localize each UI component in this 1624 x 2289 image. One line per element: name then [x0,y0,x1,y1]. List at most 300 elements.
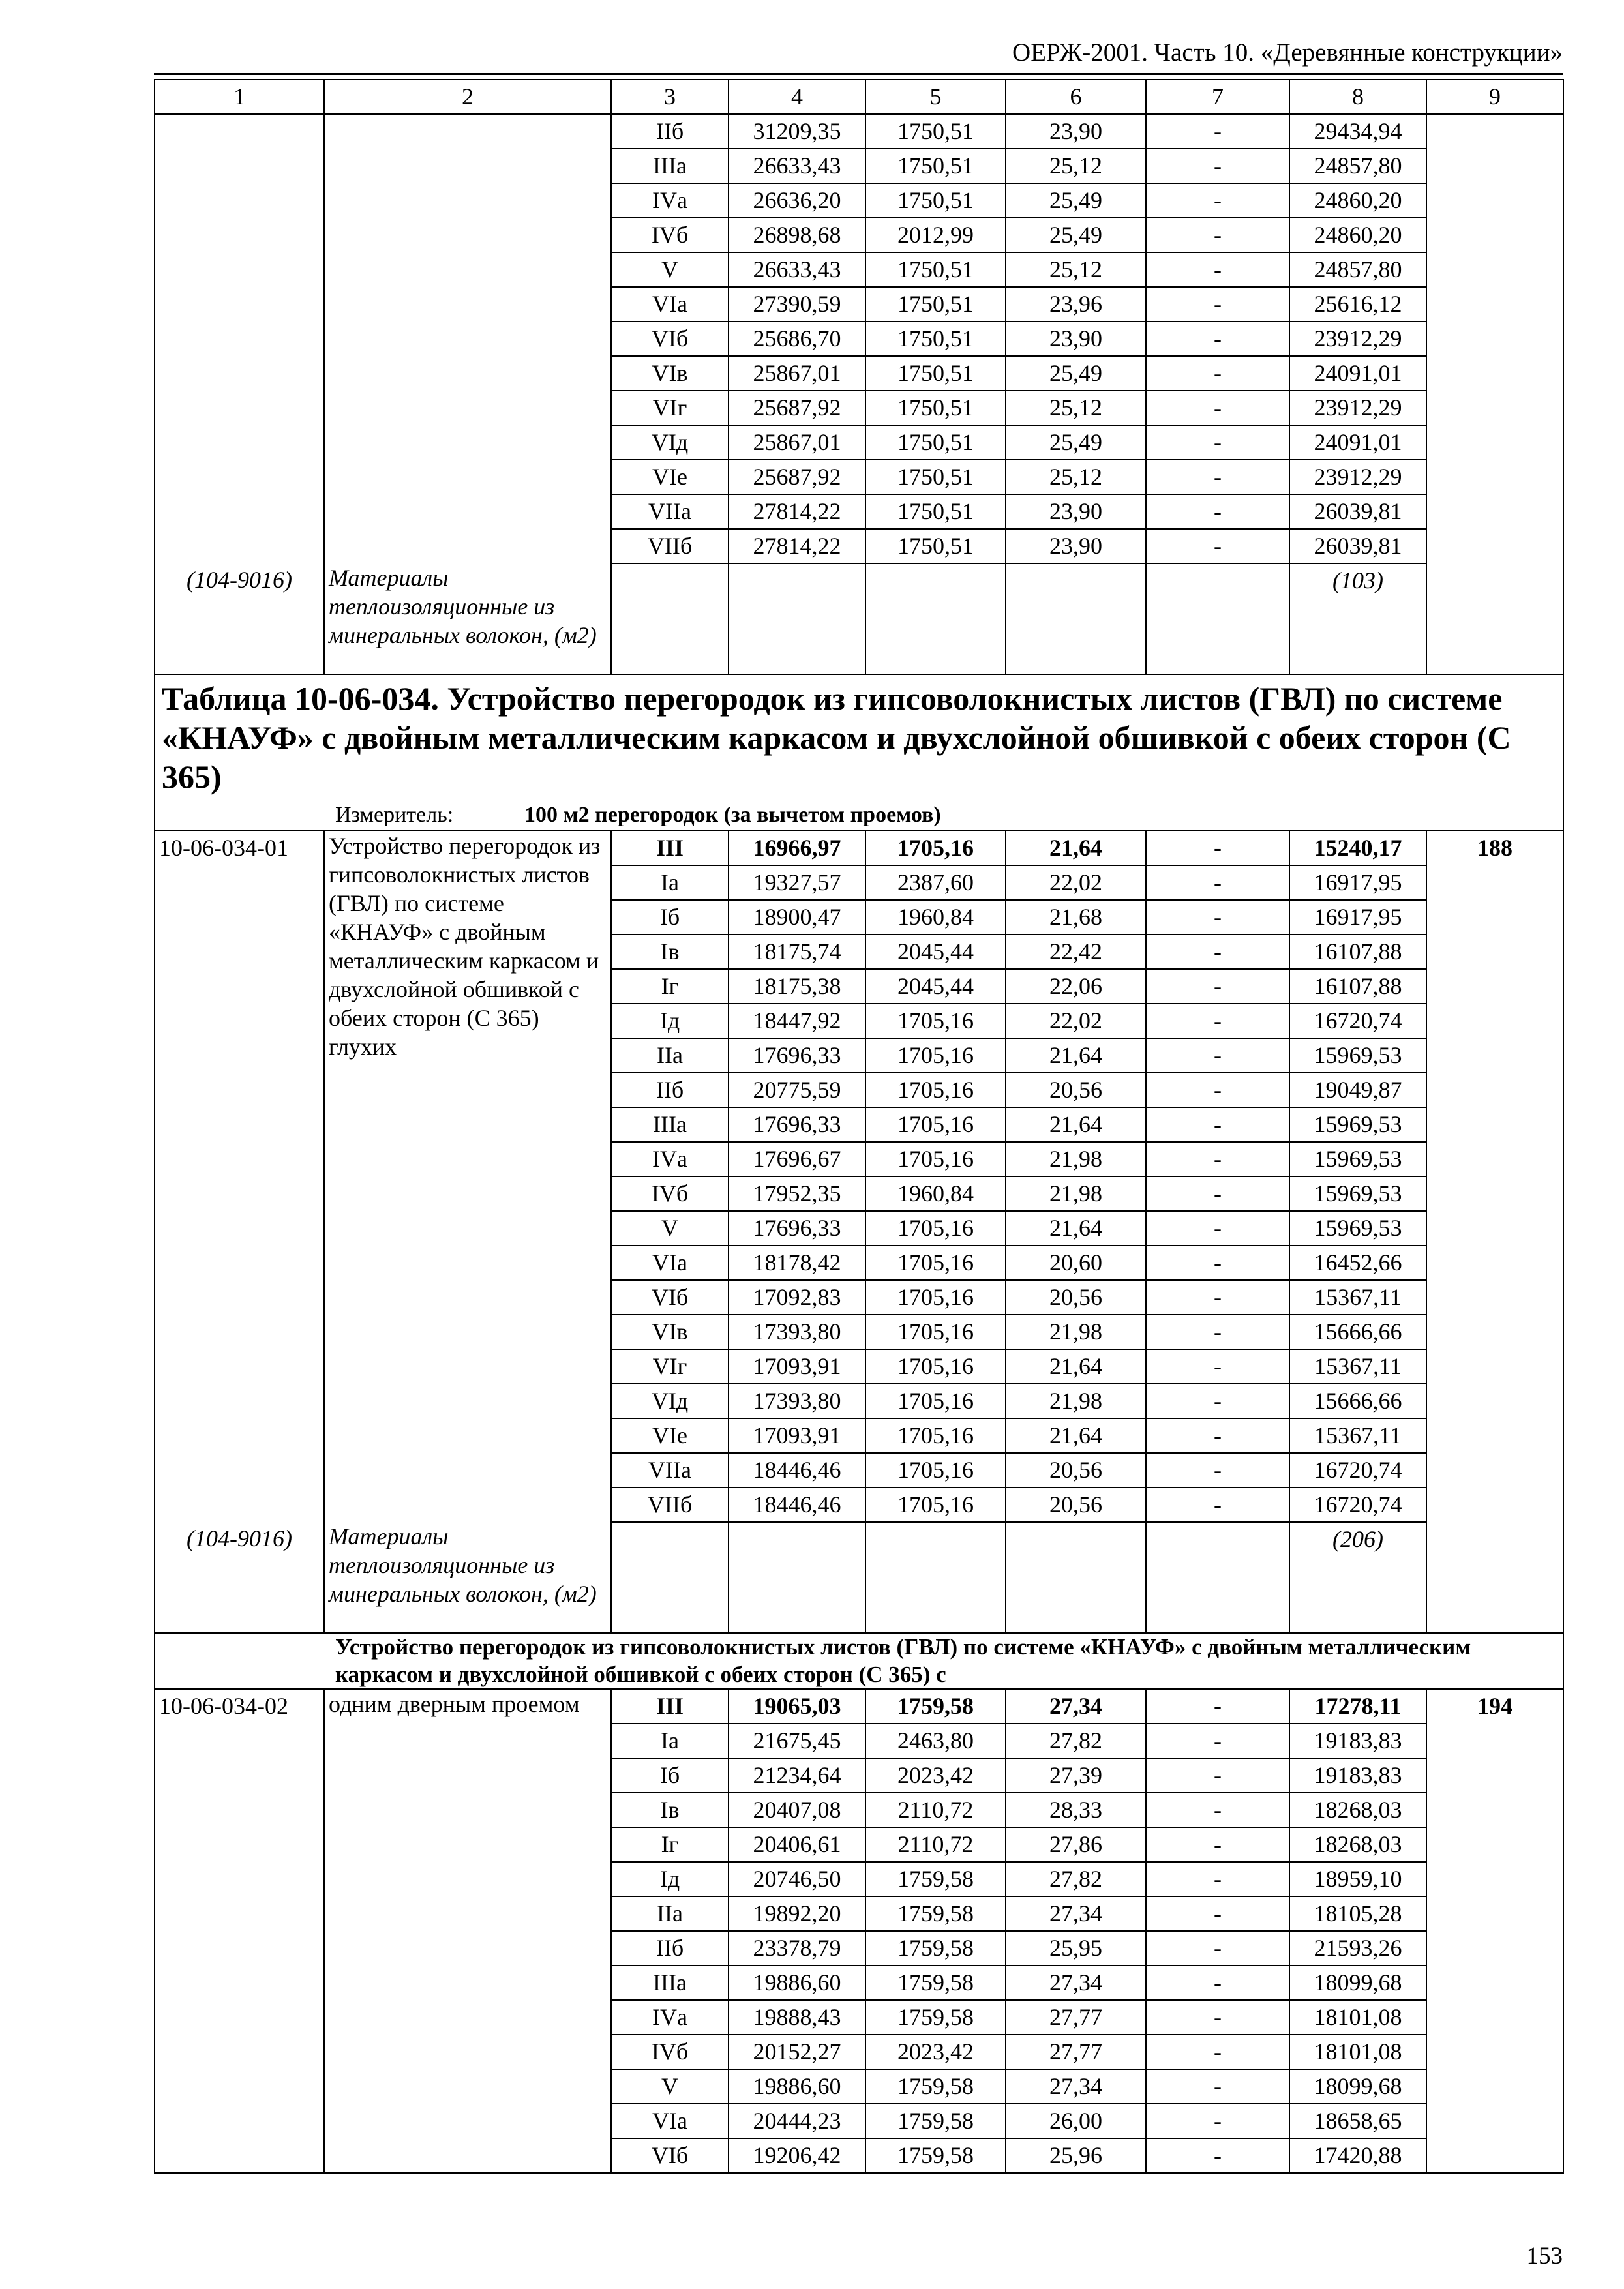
table-cell: 21,68 [1006,900,1146,935]
column-number: 7 [1146,80,1289,114]
table-cell: V [611,2069,729,2104]
table-cell: 22,02 [1006,1004,1146,1038]
table-cell: - [1146,1073,1289,1107]
table-cell: 1750,51 [865,322,1006,356]
table-cell: 1759,58 [865,2138,1006,2173]
table-cell: - [1146,218,1289,252]
column-number: 6 [1006,80,1146,114]
table-cell: 19886,60 [729,2069,865,2104]
table-cell: 24091,01 [1289,356,1426,391]
table-cell: Iд [611,1862,729,1896]
table-cell: 19892,20 [729,1896,865,1931]
norm-number: 188 [1426,831,1563,1522]
table-cell: - [1146,149,1289,183]
table-cell: IIб [611,1073,729,1107]
table-cell: 17696,33 [729,1107,865,1142]
table-cell: 18447,92 [729,1004,865,1038]
table-cell: - [1146,1280,1289,1315]
table-cell: - [1146,1418,1289,1453]
material-name: Материалы теплоизоляционные из минеральных волокон, (м2) [324,563,611,674]
table-cell: - [1146,865,1289,900]
table-cell: - [1146,1689,1289,1724]
table-cell: 17393,80 [729,1315,865,1349]
table-cell: 2023,42 [865,1758,1006,1793]
row-description: одним дверным проемом [324,1689,611,2173]
table-cell: 21,98 [1006,1384,1146,1418]
table-cell: VIг [611,391,729,425]
table-cell: VIIб [611,529,729,563]
table-cell: 17696,33 [729,1211,865,1246]
table-cell: 1705,16 [865,831,1006,865]
table-cell: 22,42 [1006,935,1146,969]
table-cell: 21,64 [1006,1349,1146,1384]
column-number: 5 [865,80,1006,114]
material-code: (104-9016) [155,1522,324,1633]
table-cell: 22,06 [1006,969,1146,1004]
table-cell: - [1146,2000,1289,2035]
table-cell: 21,64 [1006,1211,1146,1246]
column-number: 9 [1426,80,1563,114]
table-cell: 1705,16 [865,1073,1006,1107]
table-cell: IVб [611,218,729,252]
table-title: Таблица 10-06-034. Устройство перегородок из гипсоволокнистых листов (ГВЛ) по системе «КНАУФ» с двойным металлическим каркасом и двухслойной обшивкой с обеих сторон (С 365) [162,680,1511,795]
table-cell: IIа [611,1038,729,1073]
table-cell: 23,90 [1006,114,1146,149]
row-code: 10-06-034-02 [155,1689,324,2173]
table-cell: 18446,46 [729,1453,865,1488]
table-title-row [155,674,1563,831]
table-cell: VIа [611,287,729,322]
row-description: Устройство перегородок из гипсоволокнистых листов (ГВЛ) по системе «КНАУФ» с двойным металлическим каркасом и двухслойной обшивкой с обеих сторон (С 365) глухих [324,831,611,1522]
table-cell: 26039,81 [1289,529,1426,563]
table-cell: IIб [611,1931,729,1966]
column-number: 2 [324,80,611,114]
table-cell: 25616,12 [1289,287,1426,322]
table-cell: - [1146,183,1289,218]
table-cell: 1705,16 [865,1453,1006,1488]
column-number: 4 [729,80,865,114]
table-cell: 2387,60 [865,865,1006,900]
table-cell: 16917,95 [1289,900,1426,935]
table-cell: 21675,45 [729,1724,865,1758]
table-cell: 25,12 [1006,460,1146,494]
table-cell: 21,98 [1006,1142,1146,1176]
table-cell: 25,49 [1006,425,1146,460]
table-cell: VIв [611,1315,729,1349]
table-cell: 2023,42 [865,2035,1006,2069]
table-cell: 27,34 [1006,1689,1146,1724]
table-cell: 20,56 [1006,1488,1146,1522]
table-cell: 21,64 [1006,1107,1146,1142]
table-cell: 1750,51 [865,252,1006,287]
table-cell: 20152,27 [729,2035,865,2069]
table-cell: 18658,65 [1289,2104,1426,2138]
empty-cell [865,563,1006,674]
table-cell: 18101,08 [1289,2035,1426,2069]
meter-label: Измеритель: [335,803,454,827]
table-cell: 15367,11 [1289,1349,1426,1384]
table-cell: Iа [611,865,729,900]
table-cell: 24860,20 [1289,183,1426,218]
table-cell: - [1146,529,1289,563]
table-row [155,1689,1563,1724]
table-cell: 25,96 [1006,2138,1146,2173]
table-cell: 19327,57 [729,865,865,900]
table-row [155,114,1563,149]
table-cell: 18446,46 [729,1488,865,1522]
meter-line [159,799,1559,830]
table-cell: 26,00 [1006,2104,1146,2138]
empty-cell [729,563,865,674]
material-name: Материалы теплоизоляционные из минеральных волокон, (м2) [324,1522,611,1633]
table-cell: 24857,80 [1289,252,1426,287]
table-cell: 1759,58 [865,1862,1006,1896]
section-heading-cell [155,1633,1563,1689]
table-cell: 18268,03 [1289,1793,1426,1827]
material-row [155,563,1563,674]
table-cell: 1750,51 [865,425,1006,460]
table-cell: 19183,83 [1289,1724,1426,1758]
table-cell: 1750,51 [865,114,1006,149]
table-cell: 17093,91 [729,1349,865,1384]
table-cell: 19065,03 [729,1689,865,1724]
table-cell: 16720,74 [1289,1488,1426,1522]
table-cell: - [1146,494,1289,529]
table-cell: 2110,72 [865,1827,1006,1862]
table-cell: - [1146,114,1289,149]
table-cell: 20444,23 [729,2104,865,2138]
table-cell: 16966,97 [729,831,865,865]
table-cell: - [1146,1211,1289,1246]
table-cell: IIIа [611,1966,729,2000]
material-value: (103) [1289,563,1426,674]
table-cell: 17696,33 [729,1038,865,1073]
table-cell: 28,33 [1006,1793,1146,1827]
table-cell: III [611,1689,729,1724]
table-cell: 1705,16 [865,1004,1006,1038]
table-cell: 1705,16 [865,1142,1006,1176]
table-cell: 20,56 [1006,1073,1146,1107]
table-cell: 17278,11 [1289,1689,1426,1724]
table-cell: - [1146,1862,1289,1896]
table-cell: - [1146,2069,1289,2104]
table-cell: IIа [611,1896,729,1931]
table-cell: 19183,83 [1289,1758,1426,1793]
table-cell: 25687,92 [729,460,865,494]
table-cell: 27,77 [1006,2035,1146,2069]
table-cell: 18959,10 [1289,1862,1426,1896]
table-cell: 19888,43 [729,2000,865,2035]
table-cell: VIд [611,1384,729,1418]
page-header-title: ОЕРЖ-2001. Часть 10. «Деревянные конструкции» [1012,38,1563,67]
table-cell: 24860,20 [1289,218,1426,252]
table-cell: 17420,88 [1289,2138,1426,2173]
table-cell: 1705,16 [865,1349,1006,1384]
table-cell: 1705,16 [865,1107,1006,1142]
table-cell: - [1146,1931,1289,1966]
table-cell: - [1146,2104,1289,2138]
table-cell: 23,96 [1006,287,1146,322]
row-code [155,114,324,563]
table-cell: 16720,74 [1289,1453,1426,1488]
table-cell: - [1146,969,1289,1004]
table-cell: 20746,50 [729,1862,865,1896]
table-cell: 2110,72 [865,1793,1006,1827]
table-cell: 23912,29 [1289,322,1426,356]
table-cell: 18175,38 [729,969,865,1004]
table-cell: 27,86 [1006,1827,1146,1862]
table-cell: 1705,16 [865,1315,1006,1349]
table-cell: 2045,44 [865,935,1006,969]
table-cell: 16107,88 [1289,969,1426,1004]
section-heading: Устройство перегородок из гипсоволокнистых листов (ГВЛ) по системе «КНАУФ» с двойным металлическим каркасом и двухслойной обшивкой с обеих сторон (С 365) с [335,1634,1471,1687]
table-cell: 1705,16 [865,1384,1006,1418]
table-cell: 27814,22 [729,529,865,563]
table-cell: 1759,58 [865,2069,1006,2104]
table-cell: 15666,66 [1289,1384,1426,1418]
table-cell: - [1146,1793,1289,1827]
table-cell: Iг [611,1827,729,1862]
table-cell: - [1146,935,1289,969]
table-cell: 27,34 [1006,2069,1146,2104]
table-cell: 15367,11 [1289,1280,1426,1315]
table-cell: 2045,44 [865,969,1006,1004]
table-cell: Iв [611,1793,729,1827]
table-cell: 27,77 [1006,2000,1146,2035]
table-cell: VIа [611,1246,729,1280]
rates-table [154,79,1564,2174]
table-cell: 21593,26 [1289,1931,1426,1966]
table-cell: 27,34 [1006,1896,1146,1931]
table-cell: IVа [611,1142,729,1176]
table-cell: - [1146,425,1289,460]
table-cell: 26633,43 [729,252,865,287]
table-cell: 1705,16 [865,1418,1006,1453]
table-cell: 25,12 [1006,391,1146,425]
table-cell: 18175,74 [729,935,865,969]
table-cell: 1960,84 [865,900,1006,935]
meter-value: 100 м2 перегородок (за вычетом проемов) [524,803,941,827]
table-cell: - [1146,1107,1289,1142]
page-number: 153 [1526,2243,1563,2269]
table-cell: - [1146,356,1289,391]
table-cell: - [1146,1349,1289,1384]
table-cell: - [1146,460,1289,494]
table-cell: 21,64 [1006,1038,1146,1073]
table-cell: - [1146,900,1289,935]
empty-cell [1426,563,1563,674]
norm-number: 194 [1426,1689,1563,2173]
row-code: 10-06-034-01 [155,831,324,1522]
table-cell: 25867,01 [729,356,865,391]
table-cell: VIIб [611,1488,729,1522]
table-cell: 25,12 [1006,252,1146,287]
table-cell: 2012,99 [865,218,1006,252]
table-cell: 16452,66 [1289,1246,1426,1280]
table-cell: - [1146,1758,1289,1793]
table-cell: 1759,58 [865,1896,1006,1931]
table-cell: 26633,43 [729,149,865,183]
table-cell: 15969,53 [1289,1176,1426,1211]
table-cell: 31209,35 [729,114,865,149]
table-cell: 18099,68 [1289,2069,1426,2104]
table-cell: VIIа [611,1453,729,1488]
table-cell: 23912,29 [1289,460,1426,494]
table-cell: 17093,91 [729,1418,865,1453]
table-cell: 18099,68 [1289,1966,1426,2000]
table-cell: IIIа [611,1107,729,1142]
table-cell: 23378,79 [729,1931,865,1966]
table-cell: III [611,831,729,865]
table-cell: 25687,92 [729,391,865,425]
table-cell: 1750,51 [865,356,1006,391]
header-rule [154,73,1563,75]
table-cell: Iб [611,900,729,935]
table-cell: 1705,16 [865,1038,1006,1073]
table-cell: Iд [611,1004,729,1038]
table-cell: - [1146,1315,1289,1349]
table-cell: VIв [611,356,729,391]
table-cell: 1759,58 [865,2000,1006,2035]
table-cell: 21,98 [1006,1315,1146,1349]
table-cell: 27,82 [1006,1862,1146,1896]
table-cell: 25,12 [1006,149,1146,183]
table-cell: VIб [611,1280,729,1315]
table-cell: 19886,60 [729,1966,865,2000]
table-cell: 15969,53 [1289,1107,1426,1142]
table-cell: 1705,16 [865,1488,1006,1522]
table-cell: - [1146,1724,1289,1758]
table-cell: 20406,61 [729,1827,865,1862]
column-number: 3 [611,80,729,114]
table-cell: IVб [611,1176,729,1211]
table-cell: 2463,80 [865,1724,1006,1758]
table-cell: 16917,95 [1289,865,1426,900]
table-cell: VIа [611,2104,729,2138]
table-cell: - [1146,831,1289,865]
table-cell: - [1146,252,1289,287]
table-cell: 21,64 [1006,1418,1146,1453]
table-cell: 23,90 [1006,494,1146,529]
table-cell: 25,95 [1006,1931,1146,1966]
table-cell: 23912,29 [1289,391,1426,425]
table-cell: 26636,20 [729,183,865,218]
column-number: 1 [155,80,324,114]
table-cell: 18105,28 [1289,1896,1426,1931]
table-cell: 27,34 [1006,1966,1146,2000]
table-cell: - [1146,1453,1289,1488]
table-cell: - [1146,1038,1289,1073]
table-cell: 21234,64 [729,1758,865,1793]
table-cell: 1759,58 [865,1689,1006,1724]
empty-cell [611,1522,729,1633]
table-cell: 15969,53 [1289,1142,1426,1176]
table-cell: 20775,59 [729,1073,865,1107]
table-cell: VIе [611,1418,729,1453]
table-cell: - [1146,1966,1289,2000]
table-cell: VIIа [611,494,729,529]
table-cell: 1750,51 [865,183,1006,218]
material-value: (206) [1289,1522,1426,1633]
table-cell: 25,49 [1006,218,1146,252]
table-cell: 15969,53 [1289,1038,1426,1073]
table-cell: 1759,58 [865,1931,1006,1966]
table-cell: 1750,51 [865,391,1006,425]
table-cell: 25867,01 [729,425,865,460]
table-cell: - [1146,322,1289,356]
table-cell: 15367,11 [1289,1418,1426,1453]
row-description [324,114,611,563]
table-cell: 20,56 [1006,1453,1146,1488]
table-cell: 18268,03 [1289,1827,1426,1862]
table-cell: 1750,51 [865,149,1006,183]
table-cell: 16107,88 [1289,935,1426,969]
table-cell: IIб [611,114,729,149]
table-cell: - [1146,2138,1289,2173]
table-cell: 18101,08 [1289,2000,1426,2035]
table-cell: 17696,67 [729,1142,865,1176]
section-heading-row [155,1633,1563,1689]
norm-number [1426,114,1563,563]
column-number: 8 [1289,80,1426,114]
table-cell: 29434,94 [1289,114,1426,149]
table-cell: 25,49 [1006,356,1146,391]
table-cell: 20,60 [1006,1246,1146,1280]
table-cell: 1750,51 [865,494,1006,529]
table-cell: - [1146,1384,1289,1418]
table-cell: - [1146,1896,1289,1931]
table-cell: Iб [611,1758,729,1793]
empty-cell [1006,563,1146,674]
table-cell: 1750,51 [865,460,1006,494]
table-cell: Iг [611,969,729,1004]
table-cell: 18178,42 [729,1246,865,1280]
table-cell: VIд [611,425,729,460]
table-cell: 26039,81 [1289,494,1426,529]
table-cell: 21,64 [1006,831,1146,865]
table-cell: Iа [611,1724,729,1758]
table-cell: 1705,16 [865,1280,1006,1315]
table-cell: - [1146,1176,1289,1211]
table-cell: VIе [611,460,729,494]
table-cell: 19206,42 [729,2138,865,2173]
table-cell: 1705,16 [865,1246,1006,1280]
table-cell: 22,02 [1006,865,1146,900]
table-cell: 23,90 [1006,529,1146,563]
table-cell: 25,49 [1006,183,1146,218]
table-cell: VIг [611,1349,729,1384]
table-cell: IVб [611,2035,729,2069]
table-cell: 19049,87 [1289,1073,1426,1107]
table-cell: 25686,70 [729,322,865,356]
table-cell: 15240,17 [1289,831,1426,865]
table-cell: 1960,84 [865,1176,1006,1211]
table-cell: - [1146,287,1289,322]
empty-cell [1006,1522,1146,1633]
table-cell: - [1146,1142,1289,1176]
table-cell: 27,82 [1006,1724,1146,1758]
table-cell: VIб [611,322,729,356]
table-cell: 1750,51 [865,287,1006,322]
table-cell: 26898,68 [729,218,865,252]
table-cell: 18900,47 [729,900,865,935]
empty-cell [1426,1522,1563,1633]
table-cell: 24857,80 [1289,149,1426,183]
table-cell: - [1146,1488,1289,1522]
table-cell: 17393,80 [729,1384,865,1418]
table-cell: - [1146,1827,1289,1862]
table-cell: 16720,74 [1289,1004,1426,1038]
